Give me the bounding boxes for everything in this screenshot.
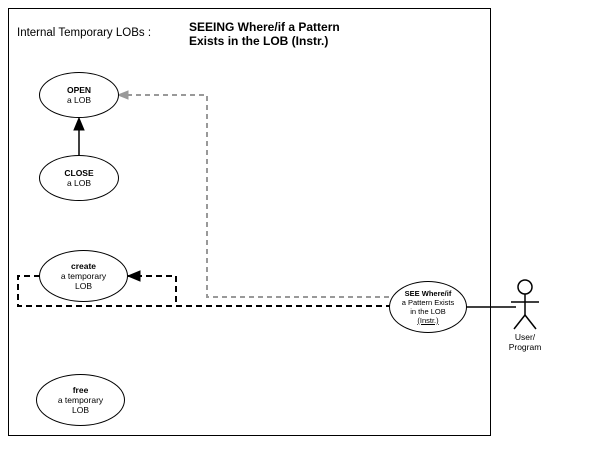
diagram-title-right-line2: Exists in the LOB (Instr.) — [189, 34, 329, 48]
use-case-create-a-temporary-lob-line2: a temporary — [60, 271, 107, 281]
use-case-see-where-if-pattern-exists-line1: SEE Where/if — [404, 289, 452, 298]
use-case-free-a-temporary-lob-line3: LOB — [71, 405, 89, 415]
actor-label-line1: User/ — [514, 332, 536, 342]
use-case-open-a-lob-line1: OPEN — [66, 85, 92, 95]
use-case-free-a-temporary-lob-line1: free — [72, 385, 89, 395]
diagram-title-left: Internal Temporary LOBs : — [17, 27, 152, 39]
use-case-free-a-temporary-lob-line2: a temporary — [57, 395, 104, 405]
actor-stick-figure — [511, 280, 539, 329]
use-case-close-a-lob-line1: CLOSE — [64, 168, 94, 178]
actor-label — [495, 332, 555, 352]
use-case-close-a-lob[interactable] — [39, 155, 119, 201]
diagram-title-right — [189, 20, 340, 48]
use-case-open-a-lob[interactable] — [39, 72, 119, 118]
use-case-create-a-temporary-lob-line1: create — [70, 261, 97, 271]
use-case-create-a-temporary-lob[interactable] — [39, 250, 128, 302]
use-case-create-a-temporary-lob-line3: LOB — [74, 281, 92, 291]
use-case-see-where-if-pattern-exists[interactable] — [389, 281, 467, 333]
use-case-see-where-if-pattern-exists-line3: in the LOB — [410, 307, 446, 316]
diagram-title-right-line1: SEEING Where/if a Pattern — [189, 20, 340, 34]
use-case-close-a-lob-line2: a LOB — [66, 178, 92, 188]
use-case-see-where-if-pattern-exists-line2: a Pattern Exists — [401, 298, 455, 307]
actor-label-line2: Program — [508, 342, 542, 352]
use-case-free-a-temporary-lob[interactable] — [36, 374, 125, 426]
use-case-see-where-if-pattern-exists-line4: (Instr.) — [417, 316, 439, 325]
use-case-open-a-lob-line2: a LOB — [66, 95, 92, 105]
